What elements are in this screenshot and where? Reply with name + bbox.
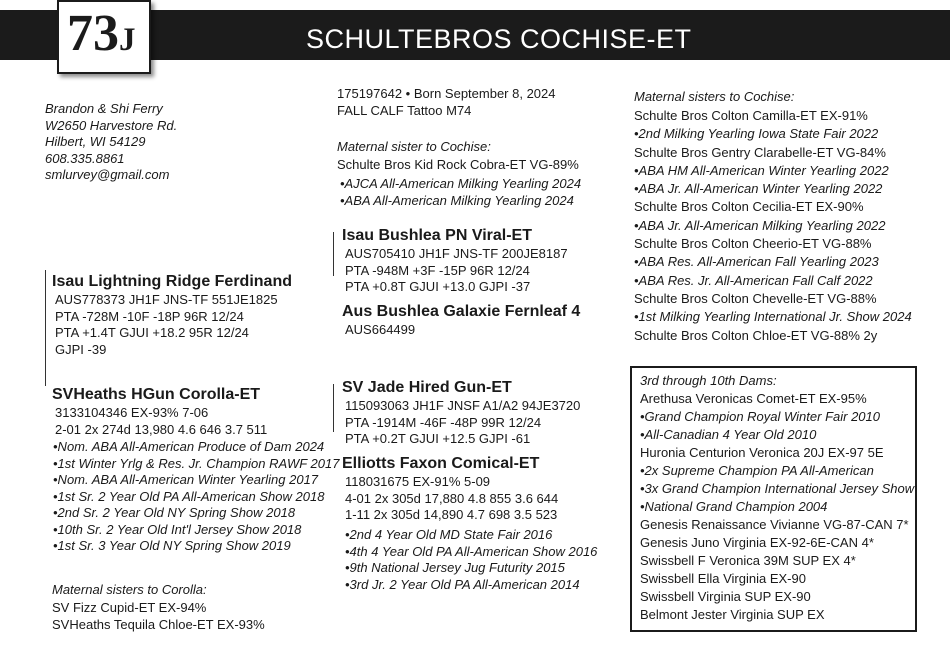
paternal-grandsire-name: Isau Bushlea PN Viral-ET bbox=[342, 227, 532, 244]
maternal-granddam-line: 1-11 2x 305d 14,890 4.7 698 3.5 523 bbox=[345, 507, 558, 522]
animal-class: FALL CALF Tattoo M74 bbox=[337, 102, 472, 118]
ancestral-dam-honor: •3x Grand Champion International Jersey Show bbox=[640, 481, 915, 496]
maternal-granddam-honor: •3rd Jr. 2 Year Old PA All-American 2014 bbox=[345, 576, 580, 592]
lot-number-box bbox=[57, 0, 151, 74]
dam-honor: •Nom. ABA All-American Produce of Dam 2024 bbox=[53, 439, 325, 454]
dam-sister: SV Fizz Cupid-ET EX-94% bbox=[52, 600, 207, 615]
ancestral-dam: Genesis Juno Virginia EX-92-6E-CAN 4* bbox=[640, 535, 874, 550]
ancestral-dam: Swissbell Ella Virginia EX-90 bbox=[640, 571, 806, 586]
maternal-sister-honor: •ABA Jr. All-American Winter Yearling 2022 bbox=[634, 181, 883, 197]
ancestral-dam: Genesis Renaissance Vivianne VG-87-CAN 7* bbox=[640, 517, 909, 532]
maternal-grandsire-name: SV Jade Hired Gun-ET bbox=[342, 379, 512, 396]
maternal-sister: Schulte Bros Colton Cheerio-ET VG-88% bbox=[634, 236, 872, 252]
maternal-grandsire-line: PTA -1914M -46F -48P 99R 12/24 bbox=[345, 414, 542, 430]
consignor-email: smlurvey@gmail.com bbox=[45, 167, 170, 182]
ancestral-dam-honor: •Grand Champion Royal Winter Fair 2010 bbox=[640, 409, 880, 424]
lot-number bbox=[67, 4, 136, 63]
dam-honors bbox=[53, 439, 339, 555]
maternal-granddam-honor: •2nd 4 Year Old MD State Fair 2016 bbox=[345, 527, 553, 542]
maternal-sister-honor: •ABA HM All-American Winter Yearling 2022 bbox=[634, 162, 889, 178]
dam-sister: SVHeaths Tequila Chloe-ET EX-93% bbox=[52, 616, 265, 632]
sire-detail-line: PTA -728M -10F -18P 96R 12/24 bbox=[55, 308, 244, 324]
dam-honor: •1st Sr. 2 Year Old PA All-American Show 2018 bbox=[53, 488, 325, 504]
maternal-sister-honor: •ABA Res. Jr. All-American Fall Calf 2022 bbox=[634, 272, 873, 288]
lot-number-digits: 73 bbox=[67, 5, 119, 62]
pedigree-connector bbox=[45, 270, 46, 386]
ancestral-dam: Swissbell Virginia SUP EX-90 bbox=[640, 589, 811, 604]
ancestral-dam: Belmont Jester Virginia SUP EX bbox=[640, 607, 825, 622]
animal-info bbox=[337, 86, 556, 119]
pedigree-connector bbox=[333, 384, 334, 432]
animal-sister-honors bbox=[340, 176, 581, 209]
dam-details bbox=[55, 405, 267, 438]
paternal-grandsire-line: PTA -948M +3F -15P 96R 12/24 bbox=[345, 262, 530, 278]
maternal-granddam-honors bbox=[345, 527, 597, 593]
sire-detail-line: PTA +1.4T GJUI +18.2 95R 12/24 bbox=[55, 325, 249, 340]
paternal-granddam-registration: AUS664499 bbox=[345, 322, 416, 337]
ancestral-dam: Huronia Centurion Veronica 20J EX-97 5E bbox=[640, 445, 884, 460]
dam-honor: •10th Sr. 2 Year Old Int'l Jersey Show 2018 bbox=[53, 521, 302, 537]
maternal-sister: Schulte Bros Gentry Clarabelle-ET VG-84% bbox=[634, 144, 886, 160]
maternal-grandsire-line: 115093063 JH1F JNSF A1/A2 94JE3720 bbox=[345, 398, 581, 413]
ancestral-dam-honor: •National Grand Champion 2004 bbox=[640, 499, 828, 514]
sire-details bbox=[55, 292, 278, 358]
consignor-line: Hilbert, WI 54129 bbox=[45, 134, 146, 149]
maternal-sisters-heading: Maternal sisters to Cochise: bbox=[634, 89, 795, 104]
dams-box-heading: 3rd through 10th Dams: bbox=[640, 373, 777, 388]
dam-detail-line: 3133104346 EX-93% 7-06 bbox=[55, 405, 209, 420]
maternal-grandsire-details bbox=[345, 398, 580, 448]
consignor-info bbox=[45, 101, 177, 184]
lot-number-suffix: J bbox=[119, 22, 136, 58]
sire-detail-line: GJPI -39 bbox=[55, 341, 107, 357]
maternal-granddam-honor: •9th National Jersey Jug Futurity 2015 bbox=[345, 560, 565, 575]
animal-sister-honor: •ABA All-American Milking Yearling 2024 bbox=[340, 192, 574, 208]
sire-detail-line: AUS778373 JH1F JNS-TF 551JE1825 bbox=[55, 292, 278, 307]
ancestral-dam: Arethusa Veronicas Comet-ET EX-95% bbox=[640, 391, 867, 406]
dam-honor: •1st Sr. 3 Year Old NY Spring Show 2019 bbox=[53, 538, 291, 553]
maternal-sisters-list bbox=[634, 107, 912, 345]
maternal-granddam-line: 118031675 EX-91% 5-09 bbox=[345, 474, 491, 489]
maternal-granddam-line: 4-01 2x 305d 17,880 4.8 855 3.6 644 bbox=[345, 490, 559, 506]
dam-honor: •1st Winter Yrlg & Res. Jr. Champion RAWF 2017 bbox=[53, 455, 340, 471]
consignor-line: W2650 Harvestore Rd. bbox=[45, 117, 178, 133]
animal-sister-honor: •AJCA All-American Milking Yearling 2024 bbox=[340, 176, 582, 191]
animal-sister-heading: Maternal sister to Cochise: bbox=[337, 139, 491, 154]
ancestral-dam-honor: •2x Supreme Champion PA All-American bbox=[640, 463, 874, 478]
dam-honor: •Nom. ABA All-American Winter Yearling 2017 bbox=[53, 472, 319, 487]
page-title: SCHULTEBROS COCHISE-ET bbox=[306, 24, 692, 54]
dam-name: SVHeaths HGun Corolla-ET bbox=[52, 386, 261, 403]
maternal-granddam-honor: •4th 4 Year Old PA All-American Show 2016 bbox=[345, 543, 598, 559]
pedigree-connector bbox=[333, 232, 334, 276]
maternal-sister: Schulte Bros Colton Chloe-ET VG-88% 2y bbox=[634, 327, 878, 343]
dam-detail-line: 2-01 2x 274d 13,980 4.6 646 3.7 511 bbox=[55, 421, 268, 437]
dam-sisters bbox=[52, 600, 265, 633]
animal-registration: 175197642 • Born September 8, 2024 bbox=[337, 86, 556, 101]
dam-sisters-heading: Maternal sisters to Corolla: bbox=[52, 582, 207, 597]
maternal-sister: Schulte Bros Colton Chevelle-ET VG-88% bbox=[634, 290, 877, 306]
maternal-granddam-details bbox=[345, 474, 558, 524]
maternal-sister: Schulte Bros Colton Cecilia-ET EX-90% bbox=[634, 199, 864, 215]
maternal-sister-honor: •2nd Milking Yearling Iowa State Fair 2022 bbox=[634, 126, 879, 142]
animal-sister-name: Schulte Bros Kid Rock Cobra-ET VG-89% bbox=[337, 157, 579, 172]
maternal-sister-honor: •ABA Jr. All-American Milking Yearling 2022 bbox=[634, 217, 886, 233]
consignor-line: 608.335.8861 bbox=[45, 150, 125, 166]
maternal-granddam-name: Elliotts Faxon Comical-ET bbox=[342, 455, 540, 472]
ancestral-dam-honor: •All-Canadian 4 Year Old 2010 bbox=[640, 427, 817, 442]
sire-name: Isau Lightning Ridge Ferdinand bbox=[52, 273, 292, 290]
consignor-line: Brandon & Shi Ferry bbox=[45, 101, 163, 116]
paternal-grandsire-line: AUS705410 JH1F JNS-TF 200JE8187 bbox=[345, 246, 568, 261]
dam-honor: •2nd Sr. 2 Year Old NY Spring Show 2018 bbox=[53, 505, 296, 520]
maternal-grandsire-line: PTA +0.2T GJUI +12.5 GJPI -61 bbox=[345, 431, 531, 446]
maternal-sister: Schulte Bros Colton Camilla-ET EX-91% bbox=[634, 108, 868, 123]
paternal-granddam-name: Aus Bushlea Galaxie Fernleaf 4 bbox=[342, 303, 581, 320]
maternal-sister-honor: •1st Milking Yearling International Jr. Show 2024 bbox=[634, 309, 912, 325]
paternal-grandsire-line: PTA +0.8T GJUI +13.0 GJPI -37 bbox=[345, 279, 531, 294]
dams-box-list bbox=[640, 390, 914, 624]
paternal-grandsire-details bbox=[345, 246, 568, 296]
maternal-sister-honor: •ABA Res. All-American Fall Yearling 2023 bbox=[634, 254, 879, 270]
ancestral-dam: Swissbell F Veronica 39M SUP EX 4* bbox=[640, 553, 856, 568]
